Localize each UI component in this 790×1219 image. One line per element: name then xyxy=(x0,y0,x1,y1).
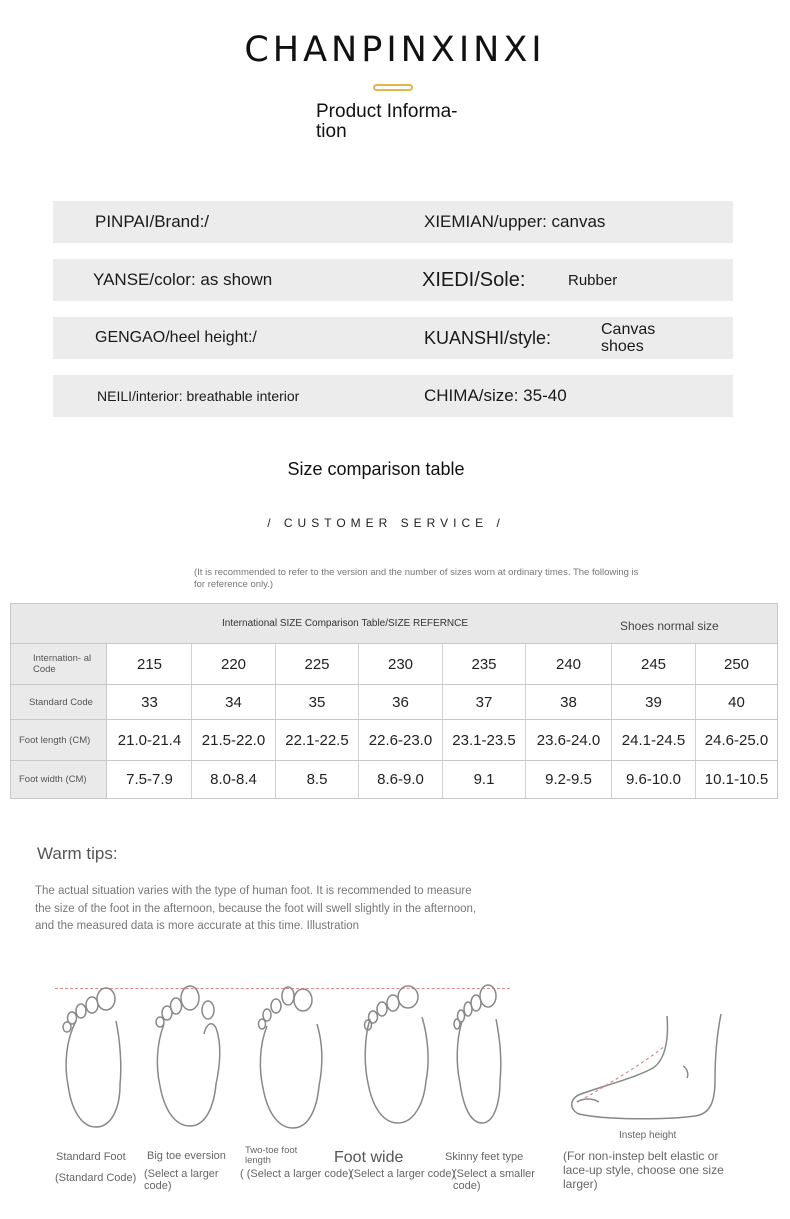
warm-tips-title: Warm tips: xyxy=(37,844,118,863)
table-cell: 230 xyxy=(359,644,443,684)
title-underline xyxy=(373,84,413,91)
table-cell: 22.1-22.5 xyxy=(276,720,359,760)
page-subtitle: Product Informa- tion xyxy=(316,101,458,142)
table-cell: 22.6-23.0 xyxy=(359,720,443,760)
table-row-standard xyxy=(11,685,777,720)
table-cell: 8.5 xyxy=(276,761,359,798)
wide-foot-icon xyxy=(362,983,432,1128)
row-label: Foot width (CM) xyxy=(11,761,107,798)
table-cell: 9.6-10.0 xyxy=(612,761,696,798)
row-label: Foot length (CM) xyxy=(11,720,107,760)
skinny-foot-icon xyxy=(448,983,510,1128)
customer-service-label: / CUSTOMER SERVICE / xyxy=(267,516,505,530)
info-color: YANSE/color: as shown xyxy=(93,270,273,289)
table-cell: 24.6-25.0 xyxy=(704,731,769,749)
table-cell: 36 xyxy=(359,685,443,719)
table-cell: 40 xyxy=(728,693,745,711)
size-table-title: Size comparison table xyxy=(287,459,465,479)
table-cell: 9.2-9.5 xyxy=(526,761,612,798)
foot-wide-label: Foot wide xyxy=(334,1149,404,1166)
table-cell: 38 xyxy=(526,685,612,719)
two-toe-sub: ( (Select a larger code) xyxy=(240,1168,352,1180)
two-toe-label: Two-toe foot length xyxy=(245,1145,298,1166)
table-cell: 23.6-24.0 xyxy=(526,720,612,760)
table-header xyxy=(11,604,777,644)
table-header-title: International SIZE Comparison Table/SIZE REFERNCE xyxy=(222,618,469,629)
table-header-right: Shoes normal size xyxy=(620,619,719,633)
foot-wide-sub: (Select a larger code) xyxy=(350,1168,456,1180)
info-sole-value: Rubber xyxy=(568,271,618,289)
info-interior: NEILI/interior: breathable interior xyxy=(97,388,300,404)
info-style-label: KUANSHI/style: xyxy=(424,327,552,348)
info-size: CHIMA/size: 35-40 xyxy=(424,386,567,405)
info-upper: XIEMIAN/upper: canvas xyxy=(424,212,606,231)
info-row-heel xyxy=(53,317,733,359)
table-cell: 250 xyxy=(723,655,750,673)
table-cell: 37 xyxy=(443,685,526,719)
standard-foot-icon xyxy=(58,985,130,1131)
table-cell: 8.6-9.0 xyxy=(359,761,443,798)
table-cell: 34 xyxy=(192,685,276,719)
table-cell: 9.1 xyxy=(443,761,526,798)
table-cell: 240 xyxy=(526,644,612,684)
table-cell: 8.0-8.4 xyxy=(192,761,276,798)
row-label: Internation- al Code xyxy=(11,644,107,684)
big-toe-eversion-foot-icon xyxy=(150,980,230,1130)
standard-foot-label: Standard Foot xyxy=(56,1151,126,1163)
skinny-foot-label: Skinny feet type xyxy=(445,1151,524,1163)
table-cell: 7.5-7.9 xyxy=(108,761,192,798)
table-cell: 35 xyxy=(276,685,359,719)
big-toe-sub: (Select a larger code) xyxy=(144,1168,219,1192)
table-cell: 10.1-10.5 xyxy=(704,771,769,788)
table-cell: 23.1-23.5 xyxy=(443,720,526,760)
table-cell: 245 xyxy=(612,644,696,684)
info-sole-label: XIEDI/Sole: xyxy=(422,268,526,291)
size-table xyxy=(10,603,778,799)
table-row-foot-width xyxy=(11,761,777,798)
table-cell: 21.0-21.4 xyxy=(108,720,192,760)
table-cell: 235 xyxy=(443,644,526,684)
instep-label: Instep height xyxy=(619,1130,677,1141)
size-note: (It is recommended to refer to the version and the number of sizes worn at ordinary times. The following is for reference only.) xyxy=(194,567,639,590)
info-heel: GENGAO/heel height:/ xyxy=(95,329,257,346)
instep-height-foot-icon xyxy=(565,1010,730,1125)
info-style-value: Canvas shoes xyxy=(601,321,656,355)
table-cell: 21.5-22.0 xyxy=(192,720,276,760)
big-toe-label: Big toe eversion xyxy=(147,1150,226,1162)
standard-foot-sub: (Standard Code) xyxy=(55,1172,137,1184)
info-brand: PINPAI/Brand:/ xyxy=(95,212,210,231)
table-row-foot-length xyxy=(11,720,777,761)
info-row-interior xyxy=(53,375,733,417)
table-cell: 39 xyxy=(612,685,696,719)
table-cell: 33 xyxy=(108,685,192,719)
warm-tips-text: The actual situation varies with the type of human foot. It is recommended to measure the size of the foot in the afternoon, because the foot will swell slightly in the afternoon, and the measured data is more accurate at this time. Illustration xyxy=(35,885,477,932)
page-title: CHANPINXINXI xyxy=(244,30,546,70)
two-toe-foot-icon xyxy=(255,982,335,1132)
info-row-brand xyxy=(53,201,733,243)
table-cell: 220 xyxy=(192,644,276,684)
table-row-international xyxy=(11,644,777,685)
table-cell: 215 xyxy=(108,644,192,684)
skinny-foot-sub: (Select a smaller code) xyxy=(453,1168,535,1192)
instep-sub: (For non-instep belt elastic or lace-up style, choose one size larger) xyxy=(563,1149,724,1191)
row-label: Standard Code xyxy=(11,685,107,719)
info-row-color xyxy=(53,259,733,301)
table-cell: 24.1-24.5 xyxy=(612,720,696,760)
table-cell: 225 xyxy=(276,644,359,684)
